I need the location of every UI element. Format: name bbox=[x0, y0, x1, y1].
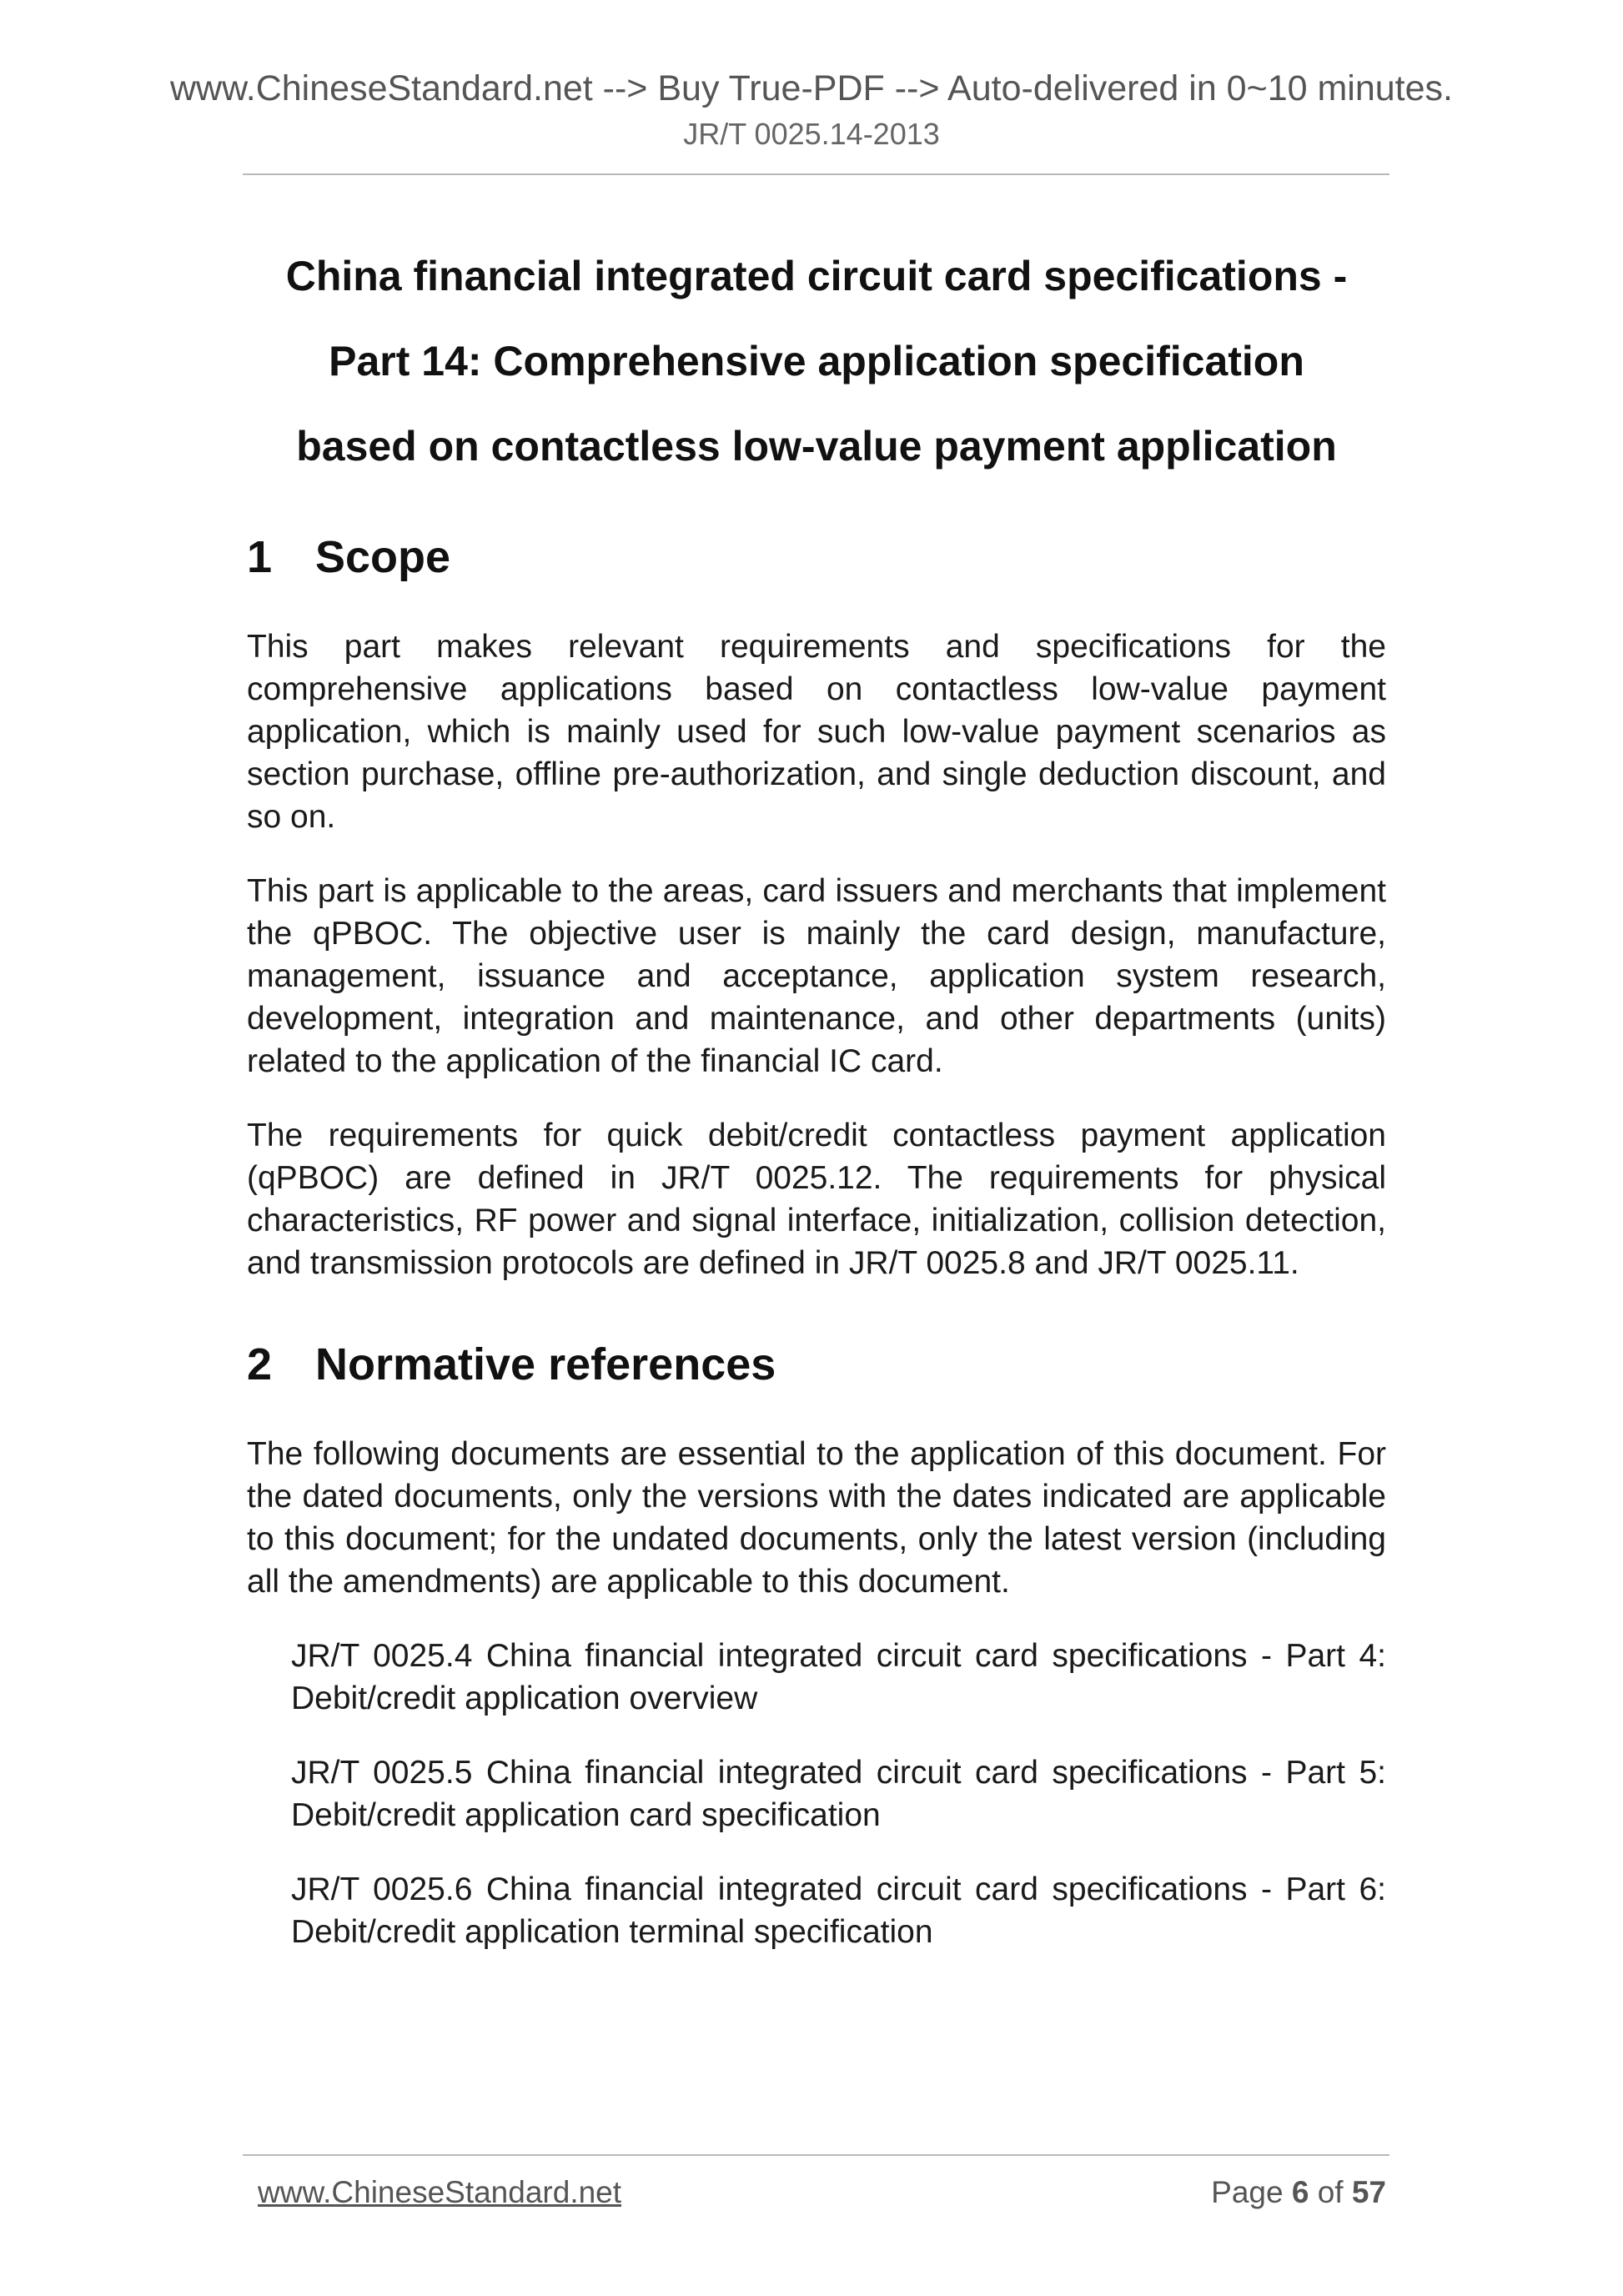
paragraph: The requirements for quick debit/credit contactless payment application (qPBOC) are defined in JR/T 0025.12. The requirements for physical characteristics, RF power and signal interface, initialization, collision detection, and transmission protocols are defined in JR/T 0025.8 and JR/T 0025.11. bbox=[247, 1118, 1386, 1281]
document-body bbox=[247, 234, 1386, 1953]
paragraph: The following documents are essential to the application of this document. For the dated documents, only the versions with the dates indicated are applicable to this document; for the undated documents, only the latest version (including all the amendments) are applicable to this document. bbox=[247, 1436, 1386, 1600]
page-prefix: Page bbox=[1211, 2175, 1284, 2209]
page-indicator bbox=[1211, 2174, 1386, 2211]
reference-item: JR/T 0025.4 China financial integrated circuit card specifications - Part 4: Debit/credit application overview bbox=[291, 1638, 1386, 1716]
paragraph: This part is applicable to the areas, card issuers and merchants that implement the qPBOC. The objective user is mainly the card design, manufacture, management, issuance and acceptance, application system research, development, integration and maintenance, and other departments (units) related to the application of the financial IC card. bbox=[247, 873, 1386, 1079]
document-number: JR/T 0025.14-2013 bbox=[683, 117, 940, 151]
footer-divider bbox=[243, 2154, 1389, 2156]
section-title: Scope bbox=[315, 532, 451, 582]
title-line-2: Part 14: Comprehensive application specification bbox=[329, 338, 1304, 384]
section-normative-references bbox=[247, 1338, 1386, 1953]
paragraph: This part makes relevant requirements and specifications for the comprehensive applications based on contactless low-value payment application, which is mainly used for such low-value payment scenarios as section purchase, offline pre-authorization, and single deduction discount, and so on. bbox=[247, 629, 1386, 835]
page-total: 57 bbox=[1351, 2175, 1386, 2209]
footer-website-link[interactable]: www.ChineseStandard.net bbox=[258, 2175, 622, 2209]
reference-item: JR/T 0025.5 China financial integrated circuit card specifications - Part 5: Debit/credit application card specification bbox=[291, 1755, 1386, 1833]
section-heading-normative-references bbox=[247, 1338, 1386, 1391]
page-of: of bbox=[1317, 2175, 1344, 2209]
page-current: 6 bbox=[1291, 2175, 1309, 2209]
header-banner: www.ChineseStandard.net --> Buy True-PDF --> Auto-delivered in 0~10 minutes. bbox=[169, 68, 1453, 108]
section-scope bbox=[247, 530, 1386, 1284]
section-number: 1 bbox=[247, 532, 273, 582]
section-number: 2 bbox=[247, 1339, 273, 1389]
reference-item: JR/T 0025.6 China financial integrated circuit card specifications - Part 6: Debit/credit application terminal specification bbox=[291, 1871, 1386, 1950]
section-heading-scope bbox=[247, 530, 1386, 584]
title-line-3: based on contactless low-value payment application bbox=[296, 423, 1337, 470]
section-title: Normative references bbox=[315, 1339, 776, 1389]
document-title bbox=[247, 234, 1386, 489]
title-line-1: China financial integrated circuit card specifications - bbox=[285, 253, 1348, 299]
header-divider bbox=[243, 173, 1389, 175]
